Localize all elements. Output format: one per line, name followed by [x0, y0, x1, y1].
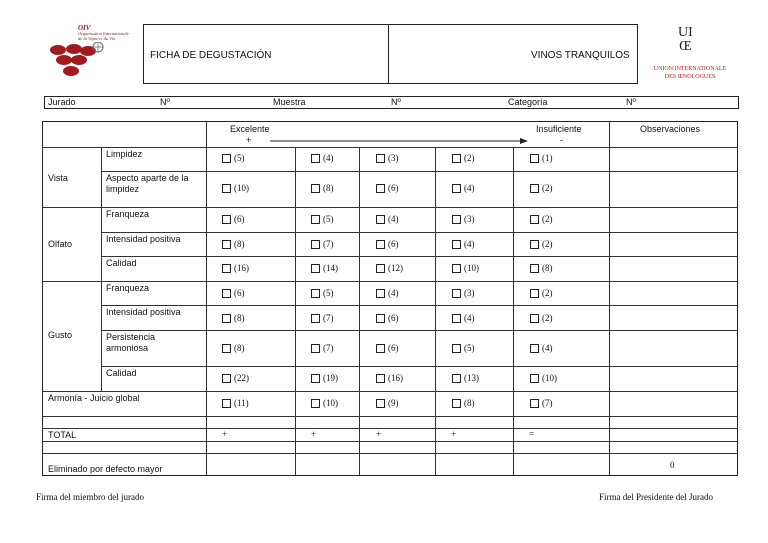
checkbox-square-icon[interactable] [311, 314, 320, 323]
score-checkbox-vista-limpidez-2[interactable] [311, 153, 334, 163]
row-label-eliminado: Eliminado por defecto mayor [48, 464, 163, 474]
score-checkbox-vista-limpidez-4[interactable] [452, 153, 475, 163]
score-checkbox-gusto-persistencia-5[interactable] [530, 343, 553, 353]
score-checkbox-vista-aspecto-3[interactable] [376, 183, 399, 193]
score-value: (4) [464, 313, 475, 323]
score-checkbox-vista-limpidez-5[interactable] [530, 153, 553, 163]
score-value: (2) [542, 183, 553, 193]
score-checkbox-armonia-1[interactable] [222, 398, 249, 408]
uioe-logo [640, 24, 740, 88]
checkbox-square-icon[interactable] [452, 264, 461, 273]
score-value: (6) [388, 183, 399, 193]
score-value: (6) [234, 288, 245, 298]
row-label-gusto-persistencia: Persistencia armoniosa [106, 332, 156, 353]
score-value: (6) [388, 343, 399, 353]
score-value: (2) [542, 239, 553, 249]
checkbox-square-icon[interactable] [376, 314, 385, 323]
checkbox-square-icon[interactable] [222, 344, 231, 353]
checkbox-square-icon[interactable] [311, 264, 320, 273]
score-checkbox-olfato-franqueza-3[interactable] [376, 214, 399, 224]
header-plus: + [246, 135, 252, 145]
row-label-olfato-franqueza: Franqueza [106, 209, 150, 219]
row-label-olfato-intensidad: Intensidad positiva [106, 234, 181, 244]
checkbox-square-icon[interactable] [222, 215, 231, 224]
scale-arrow-icon [270, 137, 530, 145]
score-checkbox-olfato-intensidad-5[interactable] [530, 239, 553, 249]
row-label-gusto-franqueza: Franqueza [106, 283, 150, 293]
info-jurado-num[interactable]: Nº [160, 97, 170, 107]
score-value: (19) [323, 373, 338, 383]
score-checkbox-gusto-intensidad-5[interactable] [530, 313, 553, 323]
score-value: (4) [388, 214, 399, 224]
score-value: (9) [388, 398, 399, 408]
score-checkbox-gusto-calidad-2[interactable] [311, 373, 338, 383]
checkbox-square-icon[interactable] [530, 264, 539, 273]
score-checkbox-armonia-4[interactable] [452, 398, 475, 408]
score-value: (10) [323, 398, 338, 408]
checkbox-square-icon[interactable] [311, 215, 320, 224]
checkbox-square-icon[interactable] [452, 374, 461, 383]
checkbox-square-icon[interactable] [530, 314, 539, 323]
score-checkbox-gusto-intensidad-2[interactable] [311, 313, 334, 323]
checkbox-square-icon[interactable] [530, 399, 539, 408]
score-value: (6) [234, 214, 245, 224]
score-checkbox-gusto-persistencia-1[interactable] [222, 343, 245, 353]
score-value: (10) [464, 263, 479, 273]
score-checkbox-gusto-calidad-1[interactable] [222, 373, 249, 383]
checkbox-square-icon[interactable] [222, 374, 231, 383]
row-label-total: TOTAL [48, 430, 77, 440]
checkbox-square-icon[interactable] [530, 154, 539, 163]
score-value: (2) [464, 153, 475, 163]
score-checkbox-vista-aspecto-4[interactable] [452, 183, 475, 193]
score-value: (3) [388, 153, 399, 163]
checkbox-square-icon[interactable] [530, 344, 539, 353]
checkbox-square-icon[interactable] [222, 289, 231, 298]
checkbox-square-icon[interactable] [452, 344, 461, 353]
page-title: FICHA DE DEGUSTACIÓN [150, 50, 272, 61]
oiv-name-line1: Organisation Internationale [78, 31, 129, 36]
score-checkbox-gusto-persistencia-4[interactable] [452, 343, 475, 353]
eliminado-value[interactable]: 0 [670, 460, 675, 470]
total-op-4: + [451, 429, 457, 439]
score-checkbox-olfato-calidad-3[interactable] [376, 263, 403, 273]
score-checkbox-vista-aspecto-2[interactable] [311, 183, 334, 193]
checkbox-square-icon[interactable] [530, 289, 539, 298]
score-value: (14) [323, 263, 338, 273]
score-value: (3) [464, 288, 475, 298]
score-value: (4) [542, 343, 553, 353]
score-checkbox-gusto-intensidad-3[interactable] [376, 313, 399, 323]
score-checkbox-olfato-intensidad-2[interactable] [311, 239, 334, 249]
checkbox-square-icon[interactable] [376, 374, 385, 383]
row-label-armonia: Armonía - Juicio global [48, 393, 140, 403]
score-checkbox-armonia-3[interactable] [376, 398, 399, 408]
checkbox-square-icon[interactable] [222, 184, 231, 193]
score-value: (5) [323, 214, 334, 224]
score-value: (16) [234, 263, 249, 273]
score-value: (6) [388, 239, 399, 249]
score-value: (8) [234, 343, 245, 353]
score-value: (7) [323, 343, 334, 353]
header-insuficiente: Insuficiente [536, 124, 582, 134]
score-checkbox-olfato-franqueza-4[interactable] [452, 214, 475, 224]
score-value: (8) [234, 313, 245, 323]
checkbox-square-icon[interactable] [452, 154, 461, 163]
score-value: (7) [323, 313, 334, 323]
total-op-2: + [311, 429, 317, 439]
row-label-vista-aspecto: Aspecto aparte de la limpidez [106, 173, 189, 194]
score-value: (7) [323, 239, 334, 249]
score-checkbox-olfato-franqueza-2[interactable] [311, 214, 334, 224]
group-vista: Vista [48, 173, 68, 183]
checkbox-square-icon[interactable] [311, 374, 320, 383]
row-label-vista-limpidez: Limpidez [106, 149, 143, 159]
score-value: (3) [464, 214, 475, 224]
score-checkbox-olfato-calidad-5[interactable] [530, 263, 553, 273]
score-checkbox-gusto-franqueza-2[interactable] [311, 288, 334, 298]
row-label-gusto-calidad: Calidad [106, 368, 137, 378]
score-value: (4) [464, 239, 475, 249]
score-value: (7) [542, 398, 553, 408]
info-muestra[interactable]: Muestra [273, 97, 306, 107]
info-categoria[interactable]: Categoría [508, 97, 548, 107]
score-value: (8) [234, 239, 245, 249]
checkbox-square-icon[interactable] [452, 215, 461, 224]
score-value: (4) [323, 153, 334, 163]
score-value: (16) [388, 373, 403, 383]
row-label-gusto-intensidad: Intensidad positiva [106, 307, 181, 317]
score-checkbox-olfato-intensidad-1[interactable] [222, 239, 245, 249]
info-categoria-num[interactable]: Nº [626, 97, 636, 107]
score-value: (2) [542, 288, 553, 298]
score-checkbox-gusto-franqueza-3[interactable] [376, 288, 399, 298]
score-checkbox-olfato-intensidad-3[interactable] [376, 239, 399, 249]
checkbox-square-icon[interactable] [376, 154, 385, 163]
checkbox-square-icon[interactable] [311, 344, 320, 353]
info-muestra-num[interactable]: Nº [391, 97, 401, 107]
score-value: (4) [464, 183, 475, 193]
score-value: (1) [542, 153, 553, 163]
uioe-name-line1: UNION INTERNATIONALE [653, 66, 727, 72]
score-value: (10) [234, 183, 249, 193]
score-value: (8) [323, 183, 334, 193]
checkbox-square-icon[interactable] [311, 240, 320, 249]
checkbox-square-icon[interactable] [376, 344, 385, 353]
total-op-3: + [376, 429, 382, 439]
checkbox-square-icon[interactable] [452, 184, 461, 193]
signature-jury-member: Firma del miembro del jurado [36, 492, 144, 502]
score-value: (2) [542, 214, 553, 224]
score-checkbox-vista-aspecto-1[interactable] [222, 183, 249, 193]
score-checkbox-gusto-calidad-3[interactable] [376, 373, 403, 383]
checkbox-square-icon[interactable] [452, 240, 461, 249]
score-checkbox-olfato-intensidad-4[interactable] [452, 239, 475, 249]
page-subtitle: VINOS TRANQUILOS [531, 50, 630, 61]
score-checkbox-vista-limpidez-1[interactable] [222, 153, 245, 163]
header-excelente: Excelente [230, 124, 270, 134]
score-checkbox-gusto-franqueza-5[interactable] [530, 288, 553, 298]
score-checkbox-olfato-franqueza-1[interactable] [222, 214, 245, 224]
row-label-olfato-calidad: Calidad [106, 258, 137, 268]
checkbox-square-icon[interactable] [530, 240, 539, 249]
score-value: (22) [234, 373, 249, 383]
score-checkbox-armonia-5[interactable] [530, 398, 553, 408]
score-value: (8) [542, 263, 553, 273]
uioe-monogram: UI Œ [678, 25, 693, 54]
checkbox-square-icon[interactable] [311, 184, 320, 193]
checkbox-square-icon[interactable] [452, 399, 461, 408]
header-minus: - [560, 135, 563, 145]
group-olfato: Olfato [48, 239, 73, 249]
score-value: (4) [388, 288, 399, 298]
checkbox-square-icon[interactable] [222, 314, 231, 323]
checkbox-square-icon[interactable] [222, 240, 231, 249]
score-value: (2) [542, 313, 553, 323]
checkbox-square-icon[interactable] [376, 399, 385, 408]
score-checkbox-gusto-intensidad-4[interactable] [452, 313, 475, 323]
total-op-1: + [222, 429, 228, 439]
score-value: (13) [464, 373, 479, 383]
checkbox-square-icon[interactable] [376, 240, 385, 249]
total-op-5: = [529, 429, 535, 439]
checkbox-square-icon[interactable] [222, 399, 231, 408]
oiv-name-line2: de la Vigne et du Vin [78, 36, 116, 41]
score-checkbox-gusto-calidad-4[interactable] [452, 373, 479, 383]
info-jurado[interactable]: Jurado [48, 97, 76, 107]
score-checkbox-armonia-2[interactable] [311, 398, 338, 408]
checkbox-square-icon[interactable] [376, 264, 385, 273]
checkbox-square-icon[interactable] [530, 374, 539, 383]
checkbox-square-icon[interactable] [311, 289, 320, 298]
score-value: (5) [234, 153, 245, 163]
header-observaciones: Observaciones [640, 124, 701, 134]
uioe-name-line2: DES ŒNOLOGUES [664, 74, 716, 80]
checkbox-square-icon[interactable] [530, 184, 539, 193]
group-gusto: Gusto [48, 330, 73, 340]
score-value: (8) [464, 398, 475, 408]
checkbox-square-icon[interactable] [222, 154, 231, 163]
score-checkbox-olfato-calidad-2[interactable] [311, 263, 338, 273]
score-value: (10) [542, 373, 557, 383]
score-checkbox-gusto-intensidad-1[interactable] [222, 313, 245, 323]
score-checkbox-gusto-calidad-5[interactable] [530, 373, 557, 383]
checkbox-square-icon[interactable] [311, 399, 320, 408]
checkbox-square-icon[interactable] [376, 215, 385, 224]
score-value: (12) [388, 263, 403, 273]
checkbox-square-icon[interactable] [530, 215, 539, 224]
checkbox-square-icon[interactable] [222, 264, 231, 273]
checkbox-square-icon[interactable] [376, 184, 385, 193]
checkbox-square-icon[interactable] [452, 289, 461, 298]
score-checkbox-gusto-franqueza-1[interactable] [222, 288, 245, 298]
score-value: (5) [323, 288, 334, 298]
score-checkbox-olfato-franqueza-5[interactable] [530, 214, 553, 224]
grape-cluster-icon [48, 42, 108, 90]
score-checkbox-gusto-persistencia-2[interactable] [311, 343, 334, 353]
signature-president: Firma del Presidente del Jurado [599, 492, 713, 502]
score-value: (5) [464, 343, 475, 353]
score-value: (6) [388, 313, 399, 323]
checkbox-square-icon[interactable] [452, 314, 461, 323]
score-checkbox-gusto-persistencia-3[interactable] [376, 343, 399, 353]
score-checkbox-olfato-calidad-1[interactable] [222, 263, 249, 273]
score-checkbox-olfato-calidad-4[interactable] [452, 263, 479, 273]
score-value: (11) [234, 398, 249, 408]
score-checkbox-gusto-franqueza-4[interactable] [452, 288, 475, 298]
checkbox-square-icon[interactable] [376, 289, 385, 298]
score-checkbox-vista-limpidez-3[interactable] [376, 153, 399, 163]
score-checkbox-vista-aspecto-5[interactable] [530, 183, 553, 193]
checkbox-square-icon[interactable] [311, 154, 320, 163]
oiv-logo [48, 24, 144, 84]
oiv-acronym: OIV [78, 24, 91, 32]
